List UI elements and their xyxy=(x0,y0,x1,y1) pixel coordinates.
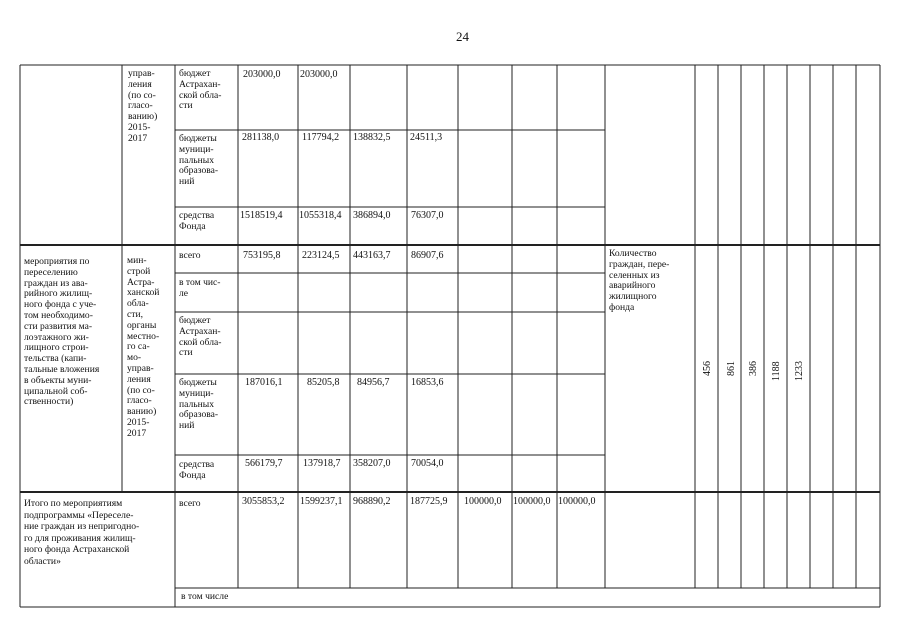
s2-row4-v2: 85205,8 xyxy=(307,377,340,388)
page-number: 24 xyxy=(456,29,469,44)
s2-row4-v1: 187016,1 xyxy=(245,377,283,388)
total-v1: 3055853,2 xyxy=(242,496,285,507)
total-v6: 100000,0 xyxy=(513,496,551,507)
s2-row5-v2: 137918,7 xyxy=(303,458,341,469)
s1-row3-v2: 1055318,4 xyxy=(299,210,342,221)
s2-row4-v4: 16853,6 xyxy=(411,377,444,388)
total-v2: 1599237,1 xyxy=(300,496,343,507)
s1-row2-source: бюджеты муници- пальных образова- ний xyxy=(179,133,219,188)
s1-row1-v2: 203000,0 xyxy=(300,69,338,80)
section1-executor: управ- ления (по со- гласо- ванию) 2015- 2017 xyxy=(128,68,158,144)
s1-row3-v3: 386894,0 xyxy=(353,210,391,221)
s2-row5-v3: 358207,0 xyxy=(353,458,391,469)
indicator-value-2: 861 xyxy=(726,361,737,376)
s1-row2-v2: 117794,2 xyxy=(302,132,340,143)
s1-row2-v1: 281138,0 xyxy=(242,132,280,143)
s2-row4-source: бюджеты муници- пальных образова- ний xyxy=(179,377,219,432)
s1-row3-source: средства Фонда xyxy=(179,210,215,232)
s2-row1-v1: 753195,8 xyxy=(243,250,281,261)
s1-row2-v3: 138832,5 xyxy=(353,132,391,143)
s1-row1-v1: 203000,0 xyxy=(243,69,281,80)
total-v5: 100000,0 xyxy=(464,496,502,507)
s2-row1-v3: 443163,7 xyxy=(353,250,391,261)
s1-row3-v1: 1518519,4 xyxy=(240,210,283,221)
total-including: в том числе xyxy=(181,591,229,602)
s1-row3-v4: 76307,0 xyxy=(411,210,444,221)
s2-row5-v4: 70054,0 xyxy=(411,458,444,469)
indicator-value-4: 1188 xyxy=(771,361,782,381)
total-v3: 968890,2 xyxy=(353,496,391,507)
total-source: всего xyxy=(179,498,201,509)
total-v7: 100000,0 xyxy=(558,496,596,507)
indicator-value-1: 456 xyxy=(702,361,713,376)
s2-row2-source: в том чис- ле xyxy=(179,277,221,299)
s2-row3-source: бюджет Астрахан- ской обла- сти xyxy=(179,315,222,359)
indicator-value-3: 386 xyxy=(748,361,759,376)
total-label: Итого по мероприятиям подпрограммы «Переселе- ние граждан из непригодно- го для проживания жилищ- ного фонда Астраханской области» xyxy=(24,498,140,567)
total-v4: 187725,9 xyxy=(410,496,448,507)
indicator-value-5: 1233 xyxy=(794,361,805,381)
s2-row4-v3: 84956,7 xyxy=(357,377,390,388)
s2-row5-v1: 566179,7 xyxy=(245,458,283,469)
s2-row5-source: средства Фонда xyxy=(179,459,215,481)
s1-row1-source: бюджет Астрахан- ской обла- сти xyxy=(179,68,222,112)
s2-row1-v4: 86907,6 xyxy=(411,250,444,261)
section2-measure: мероприятия по переселению граждан из ава- рийного жилищ- ного фонда с уче- том необходимо- сти развития ма- лоэтажного жи- лищного строи- тельства (капи- тальные вложения в объекты муни- ципальной соб- ственности) xyxy=(24,256,100,408)
section2-indicator: Количество граждан, пере- селенных из аварийного жилищного фонда xyxy=(609,248,670,313)
section2-executor: мин- строй Астра- ханской обла- сти, органы местно- го са- мо- управ- ления (по со- гласо- ванию) 2015- 2017 xyxy=(127,255,160,439)
s2-row1-v2: 223124,5 xyxy=(302,250,340,261)
s1-row2-v4: 24511,3 xyxy=(410,132,443,143)
s2-row1-source: всего xyxy=(179,250,201,261)
